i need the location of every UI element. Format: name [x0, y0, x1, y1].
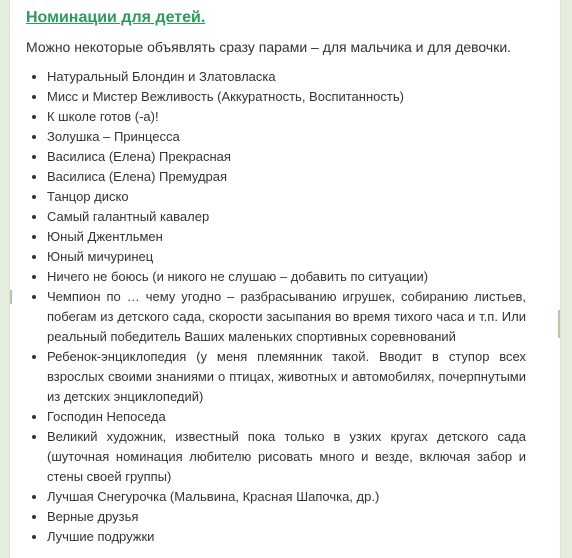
list-item-text: Танцор диско [47, 189, 129, 204]
list-item [26, 147, 526, 167]
list-item-text: Ничего не боюсь (и никого не слушаю – добавить по ситуации) [47, 269, 429, 284]
list-item-text: Верные друзья [47, 509, 139, 524]
list-item [26, 267, 526, 287]
bullet-icon [32, 495, 36, 499]
bullet-icon [32, 95, 36, 99]
bullet-icon [32, 115, 36, 119]
bullet-icon [32, 215, 36, 219]
list-item-text: К школе готов (-а)! [47, 109, 159, 124]
list-item-text: Ребенок-энциклопедия (у меня племянник такой. Вводит в ступор всех взрослых своими знаниями о птицах, животных и автомобилях, почерпнутыми из детских энциклопедий) [47, 349, 526, 404]
list-item-text: Мисс и Мистер Вежливость (Аккуратность, Воспитанность) [47, 89, 404, 104]
list-item [26, 187, 526, 207]
list-item [26, 87, 526, 107]
list-item [26, 507, 526, 527]
bullet-icon [32, 415, 36, 419]
list-item-text: Василиса (Елена) Премудрая [47, 169, 228, 184]
list-item-text: Юный мичуринец [47, 249, 154, 264]
list-item-text: Самый галантный кавалер [47, 209, 210, 224]
list-item [26, 127, 526, 147]
list-item [26, 167, 526, 187]
list-item [26, 287, 526, 347]
list-item [26, 247, 526, 267]
list-item-text: Василиса (Елена) Прекрасная [47, 149, 231, 164]
bullet-icon [32, 135, 36, 139]
bullet-icon [32, 235, 36, 239]
bullet-icon [32, 295, 36, 299]
list-item [26, 227, 526, 247]
list-item-text: Натуральный Блондин и Златовласка [47, 69, 276, 84]
list-item-text: Юный Джентльмен [47, 229, 163, 244]
bullet-icon [32, 75, 36, 79]
bullet-icon [32, 435, 36, 439]
bullet-icon [32, 195, 36, 199]
scroll-edge-marker [558, 310, 560, 338]
intro-text: Можно некоторые объявлять сразу парами – для мальчика и для девочки. [26, 39, 512, 55]
list-item [26, 407, 526, 427]
list-item-text: Золушка – Принцесса [47, 129, 180, 144]
article-card [9, 0, 561, 558]
scroll-edge-marker [10, 290, 12, 304]
list-item-text: Великий художник, известный пока только в узких кругах детского сада (шуточная номинация любителю рисовать много и везде, включая забор и стены своей группы) [47, 429, 526, 484]
bullet-icon [32, 175, 36, 179]
list-item [26, 67, 526, 87]
list-item-text: Лучшая Снегурочка (Мальвина, Красная Шапочка, др.) [47, 489, 380, 504]
bullet-icon [32, 515, 36, 519]
bullet-icon [32, 355, 36, 359]
list-item [26, 427, 526, 487]
list-item-text: Лучшие подружки [47, 529, 155, 544]
bullet-icon [32, 275, 36, 279]
list-item [26, 207, 526, 227]
list-item-text: Господин Непоседа [47, 409, 166, 424]
nominations-list [26, 67, 526, 547]
bullet-icon [32, 155, 36, 159]
bullet-icon [32, 535, 36, 539]
list-item [26, 487, 526, 507]
section-title[interactable]: Номинации для детей. [26, 9, 206, 26]
list-item [26, 347, 526, 407]
list-item-text: Чемпион по … чему угодно – разбрасыванию игрушек, собиранию листьев, побегам из детского сада, скорости засыпания во время тихого часа и т.п. Или реальный победитель Ваших маленьких спортивных соревнований [47, 289, 526, 344]
bullet-icon [32, 255, 36, 259]
list-item [26, 527, 526, 547]
list-item [26, 107, 526, 127]
